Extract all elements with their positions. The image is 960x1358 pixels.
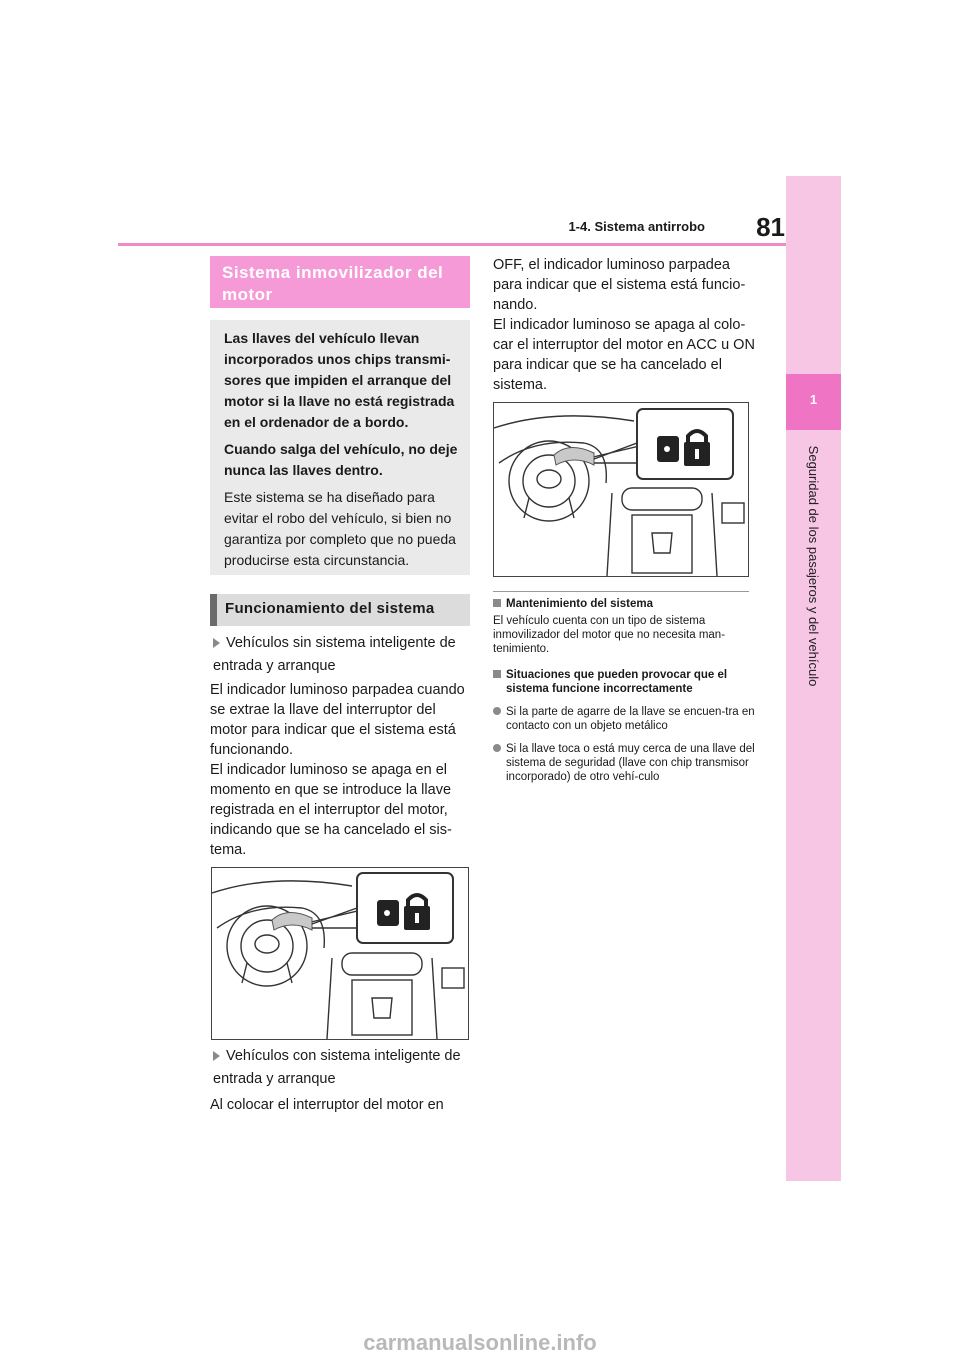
page-number: 81 <box>756 212 785 242</box>
note-2-item-1 <box>493 705 755 733</box>
bullet-no-smart-entry <box>213 632 471 678</box>
round-bullet-icon <box>493 707 501 715</box>
operation-heading: Funcionamiento del sistema <box>210 594 470 626</box>
note-1-heading-text: Mantenimiento del sistema <box>506 598 653 610</box>
summary-normal: Este sistema se ha diseñado para evitar el robo del vehículo, si bien no garantiza por completo que no pueda producirse esta circunstancia. <box>224 489 456 568</box>
dashboard-illustration-2 <box>493 402 749 577</box>
note-1-body: El vehículo cuenta con un tipo de sistema inmovilizador del motor que no necesita man-tenimiento. <box>493 615 726 655</box>
chapter-number: 1 <box>809 392 818 407</box>
left-body-continued <box>210 1095 472 1115</box>
note-2-item-1-text: Si la parte de agarre de la llave se encuen-tra en contacto con un objeto metálico <box>506 706 755 732</box>
note-2-heading-text: Situaciones que pueden provocar que el sistema funcione incorrectamente <box>506 669 728 695</box>
note-2-item-2-text: Si la llave toca o está muy cerca de una llave del sistema de seguridad (llave con chip transmisor incorporado) de otro vehí-culo <box>506 743 755 783</box>
header-rule <box>118 243 786 246</box>
dashboard-illustration-1 <box>211 867 469 1040</box>
note-1-heading <box>493 597 755 611</box>
watermark: carmanualsonline.info <box>363 1330 597 1355</box>
dashboard-drawing <box>212 868 468 1039</box>
left-paragraph-2: El indicador luminoso se apaga en el momento en que se introduce la llave registrada en el interruptor del motor, indicando que se ha cancelado el sis-tema. <box>210 762 452 858</box>
left-paragraph-3: Al colocar el interruptor del motor en <box>210 1097 444 1113</box>
left-body <box>210 680 472 860</box>
summary-box <box>210 320 470 575</box>
left-paragraph-1: El indicador luminoso parpadea cuando se extrae la llave del interruptor del motor para indicar que el sistema está funcionando. <box>210 682 465 758</box>
bullet-text: Vehículos sin sistema inteligente de entrada y arranque <box>213 635 456 674</box>
notes <box>493 597 755 784</box>
immobilizer-heading: Sistema inmovilizador del motor <box>210 256 470 308</box>
right-paragraph-1: OFF, el indicador luminoso parpadea para indicar que el sistema está funcio-nando. <box>493 257 746 313</box>
notes-divider <box>493 591 749 592</box>
summary-bold-2: Cuando salga del vehículo, no deje nunca las llaves dentro. <box>224 441 458 478</box>
bullet-text: Vehículos con sistema inteligente de entrada y arranque <box>213 1048 461 1087</box>
bullet-smart-entry <box>213 1045 471 1091</box>
arrow-icon <box>213 638 220 648</box>
right-body <box>493 255 758 395</box>
note-2-heading <box>493 668 755 696</box>
round-bullet-icon <box>493 744 501 752</box>
summary-bold-1: Las llaves del vehículo llevan incorporados unos chips transmi-sores que impiden el arranque del motor si la llave no está registrada en el ordenador de a bordo. <box>224 330 455 430</box>
chapter-caption: Seguridad de los pasajeros y del vehículo <box>806 445 821 687</box>
dashboard-drawing <box>494 403 748 576</box>
square-bullet-icon <box>493 599 501 607</box>
right-paragraph-2: El indicador luminoso se apaga al colo-car el interruptor del motor en ACC u ON para indicar que se ha cancelado el sistema. <box>493 317 755 393</box>
arrow-icon <box>213 1051 220 1061</box>
section-title: 1-4. Sistema antirrobo <box>568 219 705 234</box>
square-bullet-icon <box>493 670 501 678</box>
note-2-item-2 <box>493 742 755 784</box>
